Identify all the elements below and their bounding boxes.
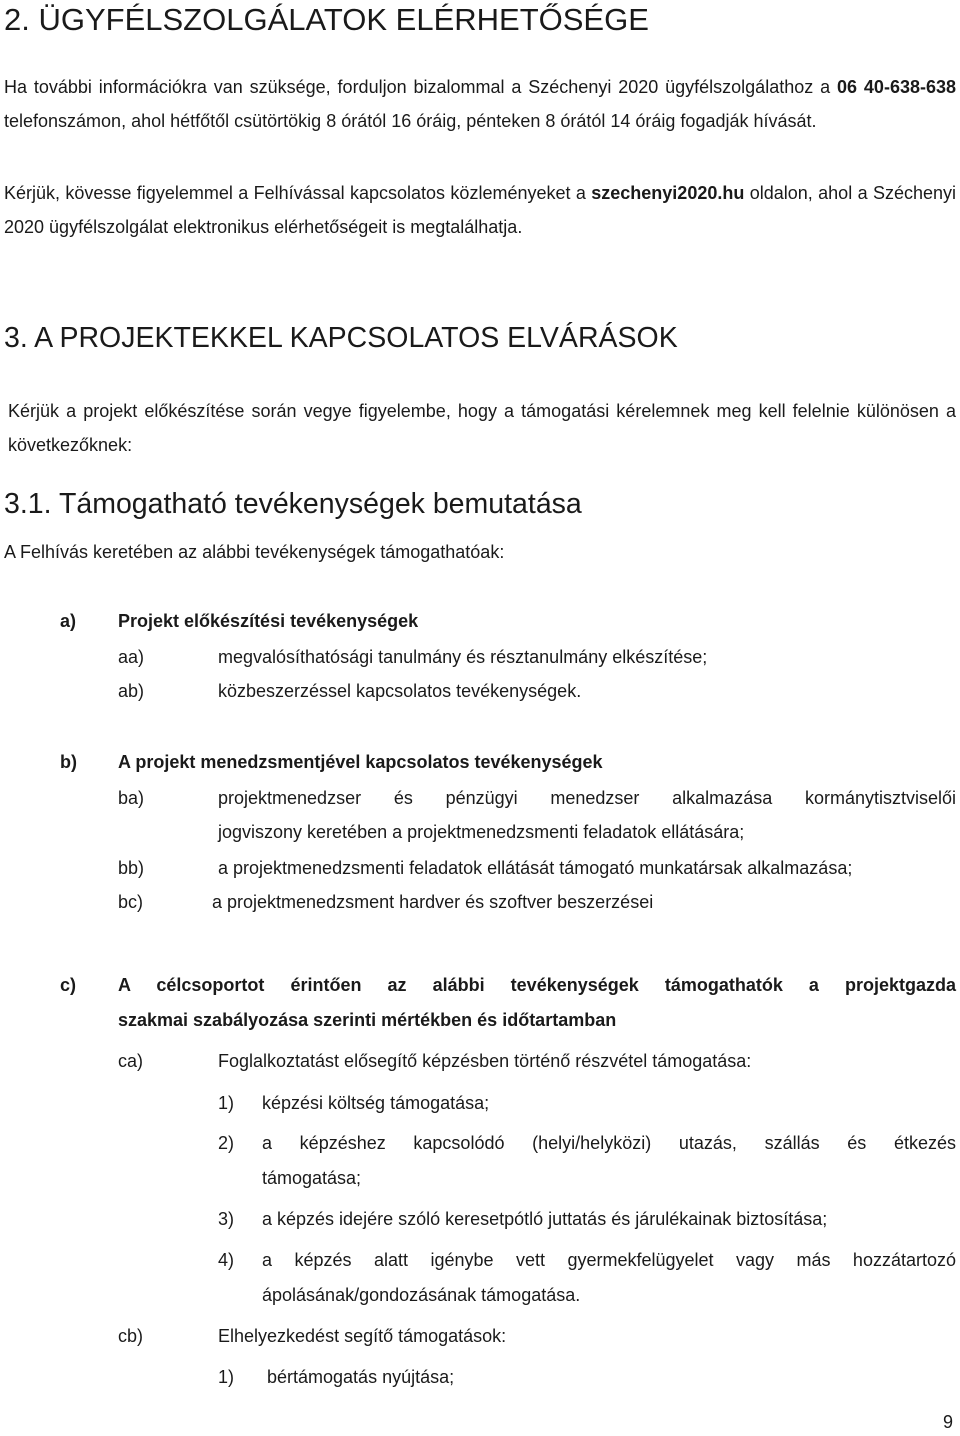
list-marker-cb: cb) xyxy=(118,1326,144,1346)
list-item-ba-line-2: jogviszony keretében a projektmenedzsmenti feladatok ellátására; xyxy=(218,822,745,842)
list-number-cb-1: 1) xyxy=(218,1367,235,1387)
list-item-ca-4-line-2: ápolásának/gondozásának támogatása. xyxy=(262,1285,581,1305)
list-item-cb-1: bértámogatás nyújtása; xyxy=(267,1367,455,1387)
list-marker-bc: bc) xyxy=(118,892,144,912)
section-2-heading: 2. ÜGYFÉLSZOLGÁLATOK ELÉRHETŐSÉGE xyxy=(4,2,649,37)
section-3-1-intro: A Felhívás keretében az alábbi tevékenységek támogathatóak: xyxy=(4,542,505,562)
section-3-heading: 3. A PROJEKTEKKEL KAPCSOLATOS ELVÁRÁSOK xyxy=(4,322,678,354)
website-link[interactable]: szechenyi2020.hu xyxy=(591,183,745,203)
list-item-ca: Foglalkoztatást elősegítő képzésben történő részvétel támogatása: xyxy=(218,1051,752,1071)
list-marker-b: b) xyxy=(60,752,77,772)
list-number-1: 1) xyxy=(218,1093,235,1113)
list-number-3: 3) xyxy=(218,1209,235,1229)
list-c-title-line-1: A célcsoportot érintően az alábbi tevékenységek támogathatók a projektgazda xyxy=(118,975,956,995)
list-item-ca-1: képzési költség támogatása; xyxy=(262,1093,490,1113)
list-a-title: Projekt előkészítési tevékenységek xyxy=(118,611,419,631)
list-marker-aa: aa) xyxy=(118,647,145,667)
list-item-ca-4-line-1: a képzés alatt igénybe vett gyermekfelügyelet vagy más hozzátartozó xyxy=(262,1250,956,1270)
paragraph-text: telefonszámon, ahol hétfőtől csütörtökig 8 órától 16 óráig, pénteken 8 órától 14 óráig fogadják hívását. xyxy=(4,111,817,131)
list-item-ba-line-1: projektmenedzser és pénzügyi menedzser alkalmazása kormánytisztviselői xyxy=(218,788,956,808)
list-number-2: 2) xyxy=(218,1133,235,1153)
list-marker-ca: ca) xyxy=(118,1051,144,1071)
section-2-paragraph-2 xyxy=(4,176,956,244)
list-item-ca-2-line-2: támogatása; xyxy=(262,1168,362,1188)
list-marker-ba: ba) xyxy=(118,788,145,808)
section-3-1-heading: 3.1. Támogatható tevékenységek bemutatása xyxy=(4,488,582,520)
paragraph-text: Ha további információkra van szüksége, forduljon bizalommal a Széchenyi 2020 ügyfélszolgálathoz a xyxy=(4,77,837,97)
paragraph-text: Kérjük, kövesse figyelemmel a Felhívással kapcsolatos közleményeket a xyxy=(4,183,592,203)
phone-number-part: 06 xyxy=(837,77,858,97)
list-marker-ab: ab) xyxy=(118,681,145,701)
paragraph-text: oldalon, ahol a Széchenyi 2020 ügyfélszolgálat elektronikus elérhetőségeit is megtalálhatja. xyxy=(4,183,957,237)
section-2-paragraph-1 xyxy=(4,70,956,138)
list-marker-a: a) xyxy=(60,611,77,631)
phone-number-part: 40-638-638 xyxy=(863,77,956,97)
list-marker-bb: bb) xyxy=(118,858,145,878)
section-3-intro: Kérjük a projekt előkészítése során vegye figyelembe, hogy a támogatási kérelemnek meg kell felelnie különösen a következőknek: xyxy=(8,401,956,455)
list-item-bc: a projektmenedzsment hardver és szoftver beszerzései xyxy=(212,892,654,912)
list-item-ab: közbeszerzéssel kapcsolatos tevékenységek. xyxy=(218,681,582,701)
list-item-ca-3: a képzés idejére szóló keresetpótló juttatás és járulékainak biztosítása; xyxy=(262,1209,828,1229)
list-item-cb: Elhelyezkedést segítő támogatások: xyxy=(218,1326,507,1346)
list-item-aa: megvalósíthatósági tanulmány és résztanulmány elkészítése; xyxy=(218,647,708,667)
page-number: 9 xyxy=(943,1412,954,1432)
list-b-title: A projekt menedzsmentjével kapcsolatos tevékenységek xyxy=(118,752,603,772)
list-marker-c: c) xyxy=(60,975,77,995)
list-item-bb: a projektmenedzsmenti feladatok ellátását támogató munkatársak alkalmazása; xyxy=(218,858,853,878)
list-number-4: 4) xyxy=(218,1250,235,1270)
list-c-title-line-2: szakmai szabályozása szerinti mértékben és időtartamban xyxy=(118,1010,617,1030)
list-item-ca-2-line-1: a képzéshez kapcsolódó (helyi/helyközi) utazás, szállás és étkezés xyxy=(262,1133,956,1153)
